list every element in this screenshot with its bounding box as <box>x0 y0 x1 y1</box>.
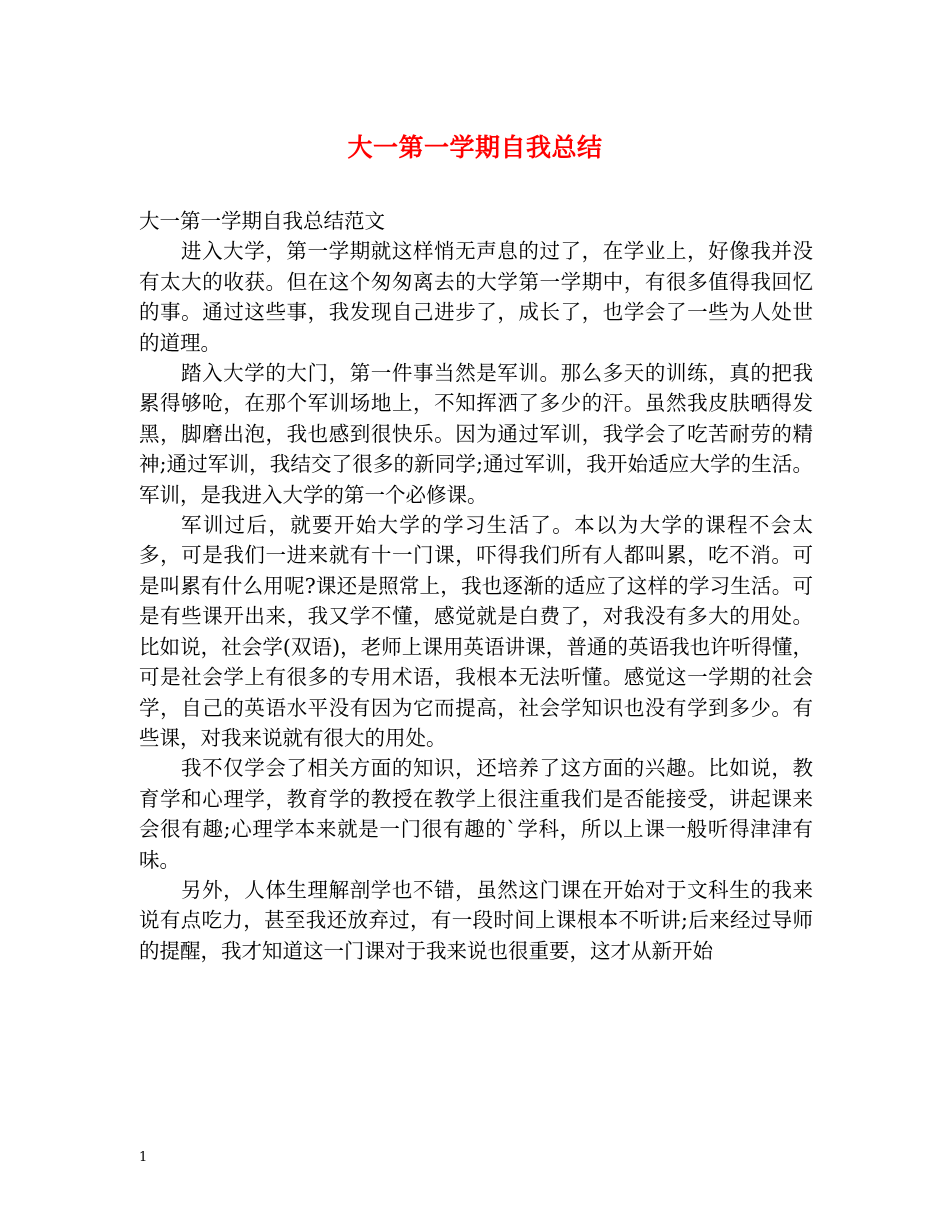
paragraph-3: 军训过后，就要开始大学的学习生活了。本以为大学的课程不会太多，可是我们一进来就有十一门课，吓得我们所有人都叫累，吃不消。可是叫累有什么用呢?课还是照常上，我也逐渐的适应了这样的学习生活。可是有些课开出来，我又学不懂，感觉就是白费了，对我没有多大的用处。比如说，社会学(双语)，老师上课用英语讲课，普通的英语我也许听得懂，可是社会学上有很多的专用术语，我根本无法听懂。感觉这一学期的社会学，自己的英语水平没有因为它而提高，社会学知识也没有学到多少。有些课，对我来说就有很大的用处。 <box>139 513 813 750</box>
document-title: 大一第一学期自我总结 <box>347 133 603 162</box>
document-subtitle: 大一第一学期自我总结范文 <box>139 209 385 233</box>
paragraph-2: 踏入大学的大门，第一件事当然是军训。那么多天的训练，真的把我累得够呛，在那个军训场地上，不知挥洒了多少的汗。虽然我皮肤晒得发黑，脚磨出泡，我也感到很快乐。因为通过军训，我学会了吃苦耐劳的精神;通过军训，我结交了很多的新同学;通过军训，我开始适应大学的生活。军训，是我进入大学的第一个必修课。 <box>139 361 813 507</box>
document-body <box>139 206 813 966</box>
paragraph-1: 进入大学，第一学期就这样悄无声息的过了，在学业上，好像我并没有太大的收获。但在这个匆匆离去的大学第一学期中，有很多值得我回忆的事。通过这些事，我发现自己进步了，成长了，也学会了一些为人处世的道理。 <box>139 239 813 355</box>
paragraph-5: 另外，人体生理解剖学也不错，虽然这门课在开始对于文科生的我来说有点吃力，甚至我还放弃过，有一段时间上课根本不听讲;后来经过导师的提醒，我才知道这一门课对于我来说也很重要，这才从新开始 <box>139 877 813 963</box>
page-number: 1 <box>139 1150 148 1165</box>
paragraph-4: 我不仅学会了相关方面的知识，还培养了这方面的兴趣。比如说，教育学和心理学，教育学的教授在教学上很注重我们是否能接受，讲起课来会很有趣;心理学本来就是一门很有趣的`学科，所以上课一般听得津津有味。 <box>139 756 813 872</box>
